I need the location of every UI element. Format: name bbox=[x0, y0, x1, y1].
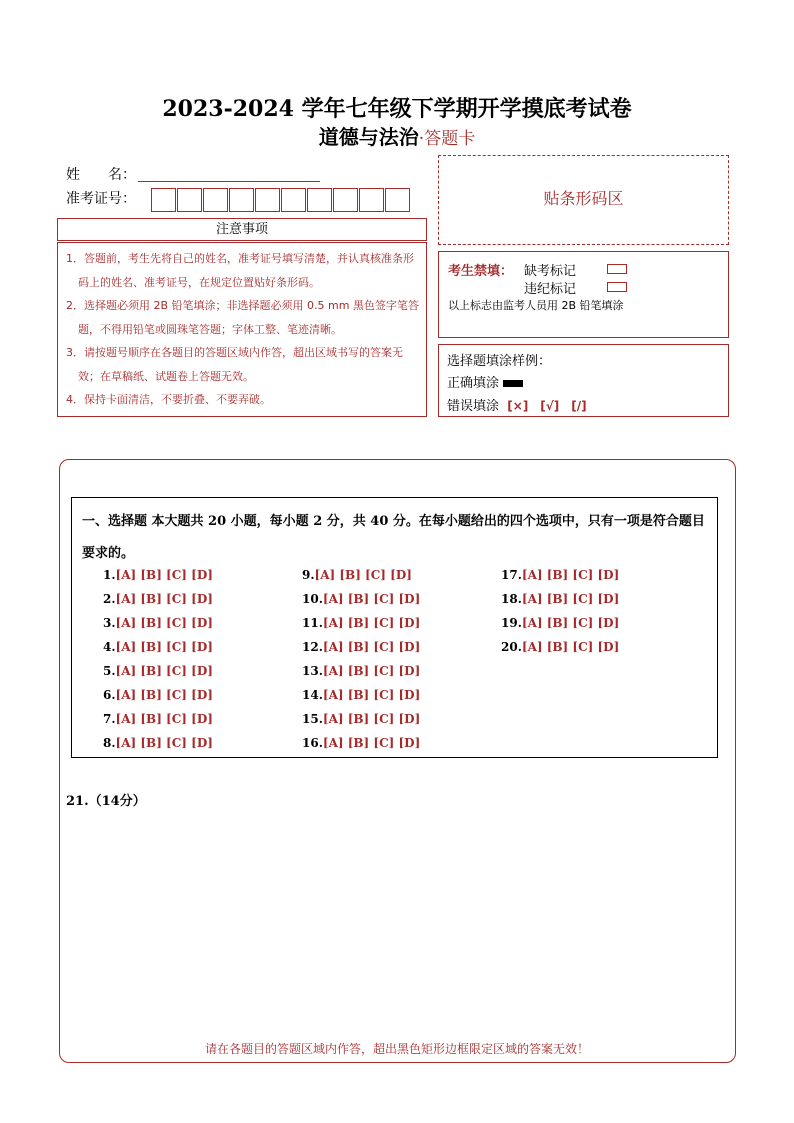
mcq-option-row[interactable] bbox=[501, 616, 619, 630]
page-title: 2023-2024 学年七年级下学期开学摸底考试卷 bbox=[162, 96, 632, 122]
question-number: 9. bbox=[302, 568, 315, 582]
answer-card-label: ·答题卡 bbox=[418, 129, 476, 149]
question-number: 2. bbox=[103, 592, 116, 606]
mcq-option-row[interactable] bbox=[302, 568, 412, 582]
question-number: 18. bbox=[501, 592, 522, 606]
mcq-option-row[interactable] bbox=[501, 592, 619, 606]
question-number: 20. bbox=[501, 640, 522, 654]
choice-options[interactable]: [A] [B] [C] [D] bbox=[322, 616, 421, 630]
choice-options[interactable]: [A] [B] [C] [D] bbox=[521, 592, 620, 606]
filled-mark-icon bbox=[503, 380, 523, 387]
notice-heading: 注意事项 bbox=[57, 218, 427, 241]
id-digit-box[interactable] bbox=[255, 188, 280, 212]
violation-label: 违纪标记 bbox=[524, 282, 577, 297]
question-number: 3. bbox=[103, 616, 116, 630]
absent-label: 缺考标记 bbox=[524, 264, 577, 279]
choice-options[interactable]: [A] [B] [C] [D] bbox=[115, 688, 213, 702]
choice-options[interactable]: [A] [B] [C] [D] bbox=[322, 640, 421, 654]
exam-id-boxes[interactable] bbox=[151, 188, 411, 212]
question-number: 14. bbox=[302, 688, 323, 702]
choice-options[interactable]: [A] [B] [C] [D] bbox=[521, 616, 620, 630]
mcq-heading: 一、选择题 本大题共 20 小题，每小题 2 分，共 40 分。在每小题给出的四个选项中，只有一项是符合题目要求的。 bbox=[82, 514, 705, 561]
question-number: 17. bbox=[501, 568, 522, 582]
question-number: 8. bbox=[103, 736, 116, 750]
mcq-option-row[interactable] bbox=[103, 640, 213, 654]
sample-title: 选择题填涂样例： bbox=[447, 354, 552, 369]
violation-mark-box[interactable] bbox=[607, 282, 627, 292]
choice-options[interactable]: [A] [B] [C] [D] bbox=[322, 664, 421, 678]
choice-options[interactable]: [A] [B] [C] [D] bbox=[322, 736, 421, 750]
question-number: 15. bbox=[302, 712, 323, 726]
notice-item: 3．请按题号顺序在各题目的答题区域内作答，超出区域书写的答案无效；在草稿纸、试题卷上答题无效。 bbox=[66, 346, 403, 383]
choice-options[interactable]: [A] [B] [C] [D] bbox=[115, 568, 213, 582]
choice-options[interactable]: [A] [B] [C] [D] bbox=[322, 712, 421, 726]
name-input-line[interactable] bbox=[138, 181, 320, 182]
mcq-option-row[interactable] bbox=[501, 640, 619, 654]
notice-body bbox=[57, 242, 427, 417]
mcq-option-row[interactable] bbox=[103, 736, 213, 750]
mcq-option-row[interactable] bbox=[501, 568, 619, 582]
question-number: 19. bbox=[501, 616, 522, 630]
question-number: 10. bbox=[302, 592, 323, 606]
choice-options[interactable]: [A] [B] [C] [D] bbox=[322, 592, 421, 606]
question-number: 6. bbox=[103, 688, 116, 702]
mcq-option-row[interactable] bbox=[103, 688, 213, 702]
q21-label: 21.（14分） bbox=[66, 794, 146, 809]
id-digit-box[interactable] bbox=[307, 188, 332, 212]
fill-sample-box bbox=[438, 344, 729, 417]
name-label: 姓 名： bbox=[66, 167, 136, 183]
mcq-option-row[interactable] bbox=[302, 736, 420, 750]
id-digit-box[interactable] bbox=[359, 188, 384, 212]
id-digit-box[interactable] bbox=[151, 188, 176, 212]
choice-options[interactable]: [A] [B] [C] [D] bbox=[521, 640, 620, 654]
id-digit-box[interactable] bbox=[203, 188, 228, 212]
wrong-marks: [×] [√] [/] bbox=[507, 399, 587, 413]
question-number: 1. bbox=[103, 568, 116, 582]
id-digit-box[interactable] bbox=[177, 188, 202, 212]
question-number: 5. bbox=[103, 664, 116, 678]
page-subtitle bbox=[0, 121, 794, 150]
choice-options[interactable]: [A] [B] [C] [D] bbox=[115, 712, 213, 726]
wrong-fill-label: 错误填涂 bbox=[447, 399, 500, 414]
subject-title: 道德与法治 bbox=[318, 125, 419, 149]
mcq-option-row[interactable] bbox=[103, 568, 213, 582]
id-digit-box[interactable] bbox=[385, 188, 410, 212]
barcode-area: 贴条形码区 bbox=[438, 155, 729, 245]
choice-options[interactable]: [A] [B] [C] [D] bbox=[521, 568, 620, 582]
id-digit-box[interactable] bbox=[333, 188, 358, 212]
notice-item: 4．保持卡面清洁，不要折叠、不要弄破。 bbox=[66, 393, 271, 406]
choice-options[interactable]: [A] [B] [C] [D] bbox=[115, 664, 213, 678]
question-number: 7. bbox=[103, 712, 116, 726]
question-number: 16. bbox=[302, 736, 323, 750]
forbid-note: 以上标志由监考人员用 2B 铅笔填涂 bbox=[448, 299, 624, 312]
choice-options[interactable]: [A] [B] [C] [D] bbox=[115, 736, 213, 750]
choice-options[interactable]: [A] [B] [C] [D] bbox=[115, 616, 213, 630]
mcq-option-row[interactable] bbox=[103, 592, 213, 606]
mcq-option-row[interactable] bbox=[302, 616, 420, 630]
forbid-box bbox=[438, 251, 729, 338]
footer-warning: 请在各题目的答题区域内作答，超出黑色矩形边框限定区域的答案无效！ bbox=[204, 1042, 589, 1056]
question-number: 4. bbox=[103, 640, 116, 654]
id-digit-box[interactable] bbox=[281, 188, 306, 212]
exam-id-label: 准考证号： bbox=[66, 191, 136, 207]
correct-fill-label: 正确填涂 bbox=[447, 376, 500, 391]
notice-item: 1．答题前，考生先将自己的姓名，准考证号填写清楚，并认真核准条形码上的姓名、准考证号，在规定位置贴好条形码。 bbox=[66, 252, 414, 289]
mcq-section bbox=[71, 497, 718, 758]
choice-options[interactable]: [A] [B] [C] [D] bbox=[322, 688, 421, 702]
question-number: 11. bbox=[302, 616, 323, 630]
mcq-option-row[interactable] bbox=[302, 712, 420, 726]
absent-mark-box[interactable] bbox=[607, 264, 627, 274]
mcq-option-row[interactable] bbox=[302, 640, 420, 654]
mcq-option-row[interactable] bbox=[103, 664, 213, 678]
question-number: 12. bbox=[302, 640, 323, 654]
choice-options[interactable]: [A] [B] [C] [D] bbox=[314, 568, 412, 582]
mcq-option-row[interactable] bbox=[302, 592, 420, 606]
question-number: 13. bbox=[302, 664, 323, 678]
mcq-option-row[interactable] bbox=[103, 712, 213, 726]
mcq-option-row[interactable] bbox=[302, 664, 420, 678]
mcq-option-row[interactable] bbox=[302, 688, 420, 702]
choice-options[interactable]: [A] [B] [C] [D] bbox=[115, 640, 213, 654]
id-digit-box[interactable] bbox=[229, 188, 254, 212]
notice-item: 2．选择题必须用 2B 铅笔填涂；非选择题必须用 0.5 mm 黑色签字笔答题，不得用铅笔或圆珠笔答题；字体工整、笔迹清晰。 bbox=[66, 299, 419, 336]
forbid-title: 考生禁填： bbox=[448, 264, 514, 279]
choice-options[interactable]: [A] [B] [C] [D] bbox=[115, 592, 213, 606]
mcq-option-row[interactable] bbox=[103, 616, 213, 630]
